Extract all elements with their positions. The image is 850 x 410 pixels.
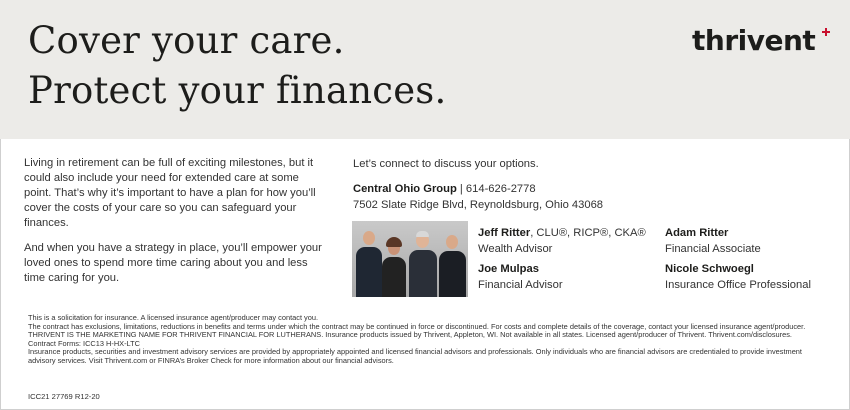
advisor-credentials: , CLU®, RICP®, CKA®	[530, 227, 646, 239]
advisor-name: Adam Ritter	[665, 227, 729, 239]
disclaimer-line: This is a solicitation for insurance. A licensed insurance agent/producer may contact you.	[28, 313, 319, 322]
form-code: ICC21 27769 R12-20	[28, 392, 100, 401]
header-band	[0, 0, 850, 139]
advisor-title: Insurance Office Professional	[665, 279, 811, 291]
intro-paragraph-1: Living in retirement can be full of exciting milestones, but it could also include your need for extended care at some point. That’s why it’s important to have a plan for how you’ll cover the costs of your care so you can safeguard your finances.	[24, 157, 316, 229]
thrivent-logo	[692, 24, 815, 57]
advisor-title: Financial Associate	[665, 243, 761, 255]
disclaimer-line: THRIVENT IS THE MARKETING NAME FOR THRIVENT FINANCIAL FOR LUTHERANS. Insurance products issued by Thrivent, Appleton, WI. Not available in all states. Licensed agent/producer of Thrivent. Thrivent.com/disclosures.	[28, 330, 792, 340]
advisor-name: Jeff Ritter	[478, 227, 531, 239]
advisor-title: Financial Advisor	[478, 279, 563, 291]
headline-line-1: Cover your care.	[28, 19, 345, 62]
office-info	[353, 181, 603, 213]
logo-cross-icon	[822, 28, 829, 35]
disclaimer-line: The contract has exclusions, limitations, reductions in benefits and terms under which the contract may be continued in force or discontinued. For costs and complete details of the coverage, contact your licensed insurance agent/producer.	[28, 321, 806, 331]
intro-paragraph-2: And when you have a strategy in place, you’ll empower your loved ones to spend more time caring about you and less time caring for you.	[24, 242, 322, 284]
advisor-title: Wealth Advisor	[478, 243, 553, 255]
team-photo	[352, 221, 468, 297]
headline-line-2: Protect your finances.	[28, 69, 447, 112]
advisor-joe-mulpas	[478, 261, 563, 293]
contact-intro: Let’s connect to discuss your options.	[353, 158, 539, 170]
advisor-adam-ritter	[665, 225, 761, 257]
disclaimer	[28, 314, 808, 366]
advisor-jeff-ritter	[478, 225, 646, 257]
office-address: 7502 Slate Ridge Blvd, Reynoldsburg, Ohio 43068	[353, 199, 604, 211]
group-name: Central Ohio Group	[353, 183, 457, 195]
disclaimer-line: Contract Forms: ICC13 H-HX-LTC	[28, 338, 140, 348]
logo-text: thrivent	[692, 24, 816, 57]
headline	[28, 16, 446, 116]
advisor-name: Nicole Schwoegl	[665, 263, 754, 275]
advisor-name: Joe Mulpas	[478, 263, 539, 275]
office-phone: | 614-626-2778	[456, 183, 536, 195]
disclaimer-line: Insurance products, securities and investment advisory services are provided by appropriately appointed and licensed financial advisors and professionals. Only individuals who are financial advisors are credentialed to provide investment advisory services. Visit Thrivent.com or FINRA’s Broker Check for more information about our financial advisors.	[28, 347, 802, 365]
advisor-nicole-schwoegl	[665, 261, 811, 293]
intro-copy	[24, 156, 324, 296]
